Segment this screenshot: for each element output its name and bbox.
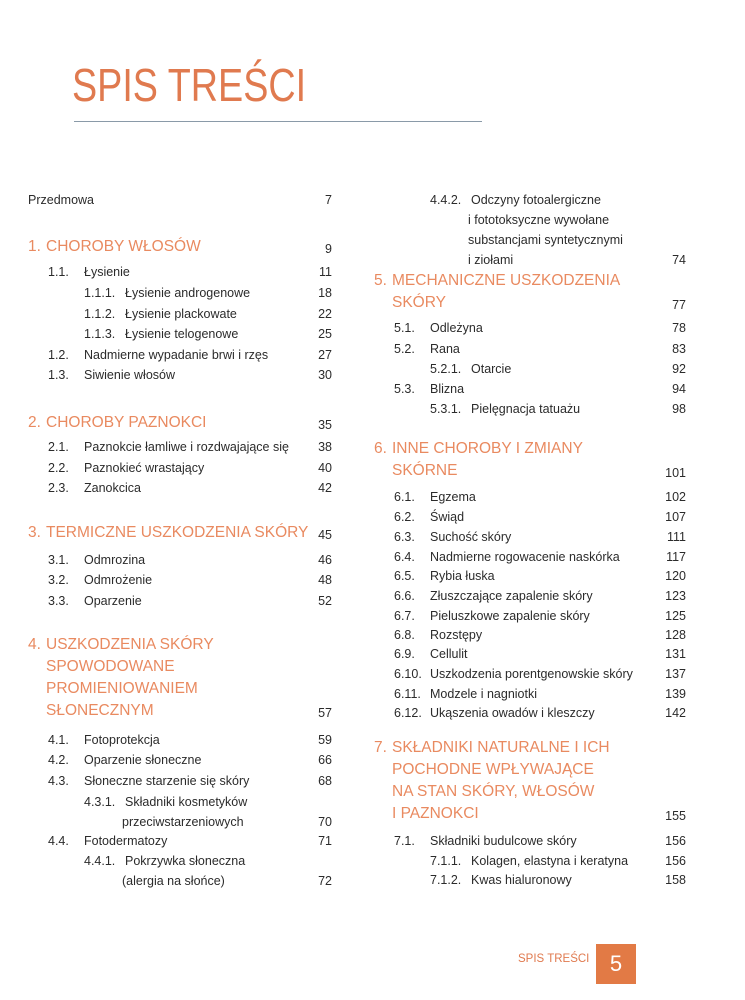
section-title: Łysienie — [84, 265, 130, 279]
chapter-title: SPOWODOWANE — [46, 658, 175, 675]
subsection-number: 4.4.1. — [84, 854, 116, 868]
toc-section — [394, 587, 686, 605]
subsection-number: 5.3.1. — [430, 402, 462, 416]
section-title: Egzema — [430, 490, 476, 504]
toc-section — [48, 571, 332, 589]
section-number: 1.3. — [48, 368, 69, 382]
toc-section — [394, 645, 686, 663]
toc-section — [394, 508, 686, 526]
section-title: Blizna — [430, 382, 465, 396]
toc-section — [48, 346, 332, 364]
toc-section — [48, 832, 332, 850]
toc-subsection — [84, 305, 332, 323]
section-title: Oparzenie — [84, 594, 142, 608]
subsection-page: 22 — [318, 307, 332, 321]
section-page: 137 — [665, 667, 686, 681]
section-number: 6.3. — [394, 530, 415, 544]
toc-subsection — [84, 284, 332, 302]
subsection-page: 70 — [318, 815, 332, 829]
section-number: 4.4. — [48, 834, 69, 848]
toc-chapter-line — [374, 759, 686, 781]
section-number: 3.1. — [48, 553, 69, 567]
title-divider — [74, 121, 482, 122]
toc-entry — [28, 191, 332, 209]
section-page: 123 — [665, 589, 686, 603]
subsection-page: 25 — [318, 327, 332, 341]
section-number: 3.3. — [48, 594, 69, 608]
section-number: 6.6. — [394, 589, 415, 603]
toc-chapter — [374, 270, 686, 292]
chapter-page: 77 — [672, 298, 686, 312]
subsection-number: 7.1.1. — [430, 854, 462, 868]
section-number: 6.1. — [394, 490, 415, 504]
subsection-title: Odczyny fotoalergiczne — [471, 193, 601, 207]
section-number: 2.1. — [48, 440, 69, 454]
section-page: 59 — [318, 733, 332, 747]
section-page: 68 — [318, 774, 332, 788]
section-number: 2.3. — [48, 481, 69, 495]
section-number: 1.1. — [48, 265, 69, 279]
section-page: 11 — [319, 265, 332, 279]
section-page: 52 — [318, 594, 332, 608]
toc-section — [394, 665, 686, 683]
toc-chapter-line — [374, 292, 686, 314]
chapter-title: SKÓRY — [392, 294, 446, 311]
subsection-title: Pielęgnacja tatuażu — [471, 402, 581, 416]
section-page: 102 — [665, 490, 686, 504]
section-number: 6.2. — [394, 510, 415, 524]
section-title: Uszkodzenia porentgenowskie skóry — [430, 667, 633, 681]
section-page: 156 — [665, 834, 686, 848]
chapter-number: 5. — [374, 272, 387, 289]
section-page: 94 — [672, 382, 686, 396]
toc-chapter — [28, 522, 332, 544]
section-title: Cellulit — [430, 647, 468, 661]
subsection-page: 156 — [665, 854, 686, 868]
section-title: Składniki budulcowe skóry — [430, 834, 577, 848]
section-page: 139 — [665, 687, 686, 701]
toc-chapter-line — [28, 678, 332, 700]
toc-subsection-line — [430, 231, 686, 249]
section-title: Pieluszkowe zapalenie skóry — [430, 609, 590, 623]
toc-chapter-line — [374, 460, 686, 482]
section-number: 1.2. — [48, 348, 69, 362]
subsection-page: 98 — [672, 402, 686, 416]
toc-section — [48, 438, 332, 456]
section-page: 78 — [672, 321, 686, 335]
section-page: 131 — [665, 647, 686, 661]
toc-chapter-line — [28, 656, 332, 678]
chapter-title: PROMIENIOWANIEM — [46, 680, 198, 697]
toc-section — [48, 459, 332, 477]
section-page: 42 — [318, 481, 332, 495]
section-title: Odmrożenie — [84, 573, 153, 587]
subsection-title: Składniki kosmetyków — [125, 795, 248, 809]
section-number: 5.3. — [394, 382, 415, 396]
subsection-title: Kwas hialuronowy — [471, 873, 572, 887]
section-number: 6.9. — [394, 647, 415, 661]
section-page: 66 — [318, 753, 332, 767]
chapter-title: POCHODNE WPŁYWAJĄCE — [392, 761, 594, 778]
chapter-number: 7. — [374, 739, 387, 756]
chapter-title: TERMICZNE USZKODZENIA SKÓRY — [46, 524, 309, 541]
page-title: SPIS TREŚCI — [72, 59, 307, 111]
toc-section — [394, 380, 686, 398]
subsection-page: 18 — [318, 286, 332, 300]
subsection-title: Łysienie plackowate — [125, 307, 237, 321]
chapter-page: 101 — [665, 466, 686, 480]
section-number: 7.1. — [394, 834, 415, 848]
toc-section — [48, 366, 332, 384]
toc-section — [394, 704, 686, 722]
section-title: Nadmierne wypadanie brwi i rzęs — [84, 348, 269, 362]
toc-chapter-line — [28, 700, 332, 722]
section-number: 6.12. — [394, 706, 422, 720]
section-title: Odmrozina — [84, 553, 146, 567]
chapter-number: 3. — [28, 524, 41, 541]
entry-page: 7 — [325, 193, 332, 207]
toc-section — [48, 592, 332, 610]
section-number: 3.2. — [48, 573, 69, 587]
toc-chapter — [28, 634, 332, 656]
section-page: 48 — [318, 573, 332, 587]
subsection-title: substancjami syntetycznymi — [468, 233, 623, 247]
section-page: 27 — [318, 348, 332, 362]
subsection-page: 158 — [665, 873, 686, 887]
chapter-title: CHOROBY PAZNOKCI — [46, 414, 207, 431]
subsection-title: Pokrzywka słoneczna — [125, 854, 246, 868]
section-page: 30 — [318, 368, 332, 382]
toc-subsection-line — [430, 251, 686, 269]
chapter-page: 9 — [325, 242, 332, 256]
toc-chapter — [374, 737, 686, 759]
subsection-page: 72 — [318, 874, 332, 888]
toc-section — [394, 685, 686, 703]
chapter-title: MECHANICZNE USZKODZENIA — [392, 272, 621, 289]
section-title: Modzele i nagniotki — [430, 687, 538, 701]
subsection-number: 7.1.2. — [430, 873, 462, 887]
section-number: 4.3. — [48, 774, 69, 788]
chapter-title: I PAZNOKCI — [392, 805, 479, 822]
section-title: Rana — [430, 342, 460, 356]
section-title: Ukąszenia owadów i kleszczy — [430, 706, 595, 720]
section-page: 40 — [318, 461, 332, 475]
toc-subsection — [84, 325, 332, 343]
entry-title: Przedmowa — [28, 193, 94, 207]
subsection-number: 4.4.2. — [430, 193, 462, 207]
section-page: 107 — [665, 510, 686, 524]
section-page: 111 — [666, 530, 686, 544]
subsection-title: i fototoksyczne wywołane — [468, 213, 610, 227]
subsection-title: Otarcie — [471, 362, 512, 376]
section-title: Paznokieć wrastający — [84, 461, 205, 475]
section-page: 38 — [318, 440, 332, 454]
toc-section — [394, 832, 686, 850]
section-title: Fotodermatozy — [84, 834, 168, 848]
section-page: 71 — [318, 834, 332, 848]
section-title: Słoneczne starzenie się skóry — [84, 774, 250, 788]
section-page: 117 — [666, 550, 686, 564]
toc-subsection-line — [430, 211, 686, 229]
toc-chapter — [374, 438, 686, 460]
section-number: 5.2. — [394, 342, 415, 356]
subsection-title: Łysienie androgenowe — [125, 286, 251, 300]
toc-section — [48, 751, 332, 769]
section-page: 125 — [665, 609, 686, 623]
toc-section — [394, 528, 686, 546]
subsection-number: 1.1.1. — [84, 286, 116, 300]
chapter-title: CHOROBY WŁOSÓW — [46, 238, 201, 255]
section-number: 6.11. — [394, 687, 421, 701]
section-page: 128 — [665, 628, 686, 642]
toc-section — [394, 567, 686, 585]
subsection-number: 1.1.2. — [84, 307, 116, 321]
toc-subsection — [430, 360, 686, 378]
section-title: Odleżyna — [430, 321, 483, 335]
section-title: Oparzenie słoneczne — [84, 753, 202, 767]
section-number: 6.5. — [394, 569, 415, 583]
section-number: 5.1. — [394, 321, 415, 335]
toc-section — [48, 731, 332, 749]
section-number: 2.2. — [48, 461, 69, 475]
toc-section — [48, 479, 332, 497]
section-number: 6.4. — [394, 550, 415, 564]
section-title: Zanokcica — [84, 481, 141, 495]
toc-subsection — [430, 871, 686, 889]
chapter-title: SKŁADNIKI NATURALNE I ICH — [392, 739, 610, 756]
subsection-title: Kolagen, elastyna i keratyna — [471, 854, 629, 868]
section-page: 120 — [665, 569, 686, 583]
subsection-title: (alergia na słońce) — [122, 874, 225, 888]
toc-section — [48, 772, 332, 790]
toc-chapter-line — [374, 781, 686, 803]
toc-chapter — [28, 412, 332, 434]
section-title: Świąd — [430, 510, 465, 524]
toc-section — [394, 319, 686, 337]
subsection-title: Łysienie telogenowe — [125, 327, 239, 341]
chapter-page: 45 — [318, 528, 332, 542]
section-title: Nadmierne rogowacenie naskórka — [430, 550, 620, 564]
toc-section — [48, 551, 332, 569]
section-page: 46 — [318, 553, 332, 567]
chapter-page: 35 — [318, 418, 332, 432]
section-number: 6.10. — [394, 667, 422, 681]
toc-section — [394, 340, 686, 358]
toc-subsection-line — [84, 813, 332, 831]
chapter-number: 1. — [28, 238, 41, 255]
chapter-page: 155 — [665, 809, 686, 823]
section-title: Złuszczające zapalenie skóry — [430, 589, 593, 603]
section-title: Rybia łuska — [430, 569, 495, 583]
subsection-number: 1.1.3. — [84, 327, 116, 341]
chapter-number: 4. — [28, 636, 41, 653]
subsection-title: przeciwstarzeniowych — [122, 815, 244, 829]
page-number-box: 5 — [596, 944, 636, 984]
toc-section — [394, 626, 686, 644]
subsection-page: 74 — [672, 253, 686, 267]
toc-section — [394, 548, 686, 566]
toc-subsection — [430, 400, 686, 418]
section-page: 83 — [672, 342, 686, 356]
section-title: Paznokcie łamliwe i rozdwajające się — [84, 440, 289, 454]
section-title: Siwienie włosów — [84, 368, 176, 382]
chapter-title: SKÓRNE — [392, 462, 458, 479]
subsection-number: 5.2.1. — [430, 362, 462, 376]
toc-subsection-line — [84, 872, 332, 890]
subsection-title: i ziołami — [468, 253, 514, 267]
toc-chapter — [28, 236, 332, 258]
toc-section — [48, 263, 332, 281]
section-page: 142 — [665, 706, 686, 720]
toc-subsection — [430, 852, 686, 870]
toc-chapter-line — [374, 803, 686, 825]
section-title: Fotoprotekcja — [84, 733, 160, 747]
chapter-title: NA STAN SKÓRY, WŁOSÓW — [392, 783, 595, 800]
section-title: Rozstępy — [430, 628, 483, 642]
section-number: 4.2. — [48, 753, 69, 767]
section-title: Suchość skóry — [430, 530, 512, 544]
chapter-page: 57 — [318, 706, 332, 720]
toc-section — [394, 488, 686, 506]
section-number: 6.8. — [394, 628, 415, 642]
toc-subsection — [430, 191, 686, 209]
toc-subsection — [84, 793, 332, 811]
subsection-number: 4.3.1. — [84, 795, 116, 809]
chapter-number: 2. — [28, 414, 41, 431]
chapter-title: INNE CHOROBY I ZMIANY — [392, 440, 583, 457]
footer-running-title: SPIS TREŚCI — [518, 953, 590, 965]
chapter-title: SŁONECZNYM — [46, 702, 154, 719]
chapter-title: USZKODZENIA SKÓRY — [46, 636, 214, 653]
section-number: 6.7. — [394, 609, 415, 623]
chapter-number: 6. — [374, 440, 387, 457]
toc-section — [394, 607, 686, 625]
toc-subsection — [84, 852, 332, 870]
subsection-page: 92 — [672, 362, 686, 376]
section-number: 4.1. — [48, 733, 69, 747]
